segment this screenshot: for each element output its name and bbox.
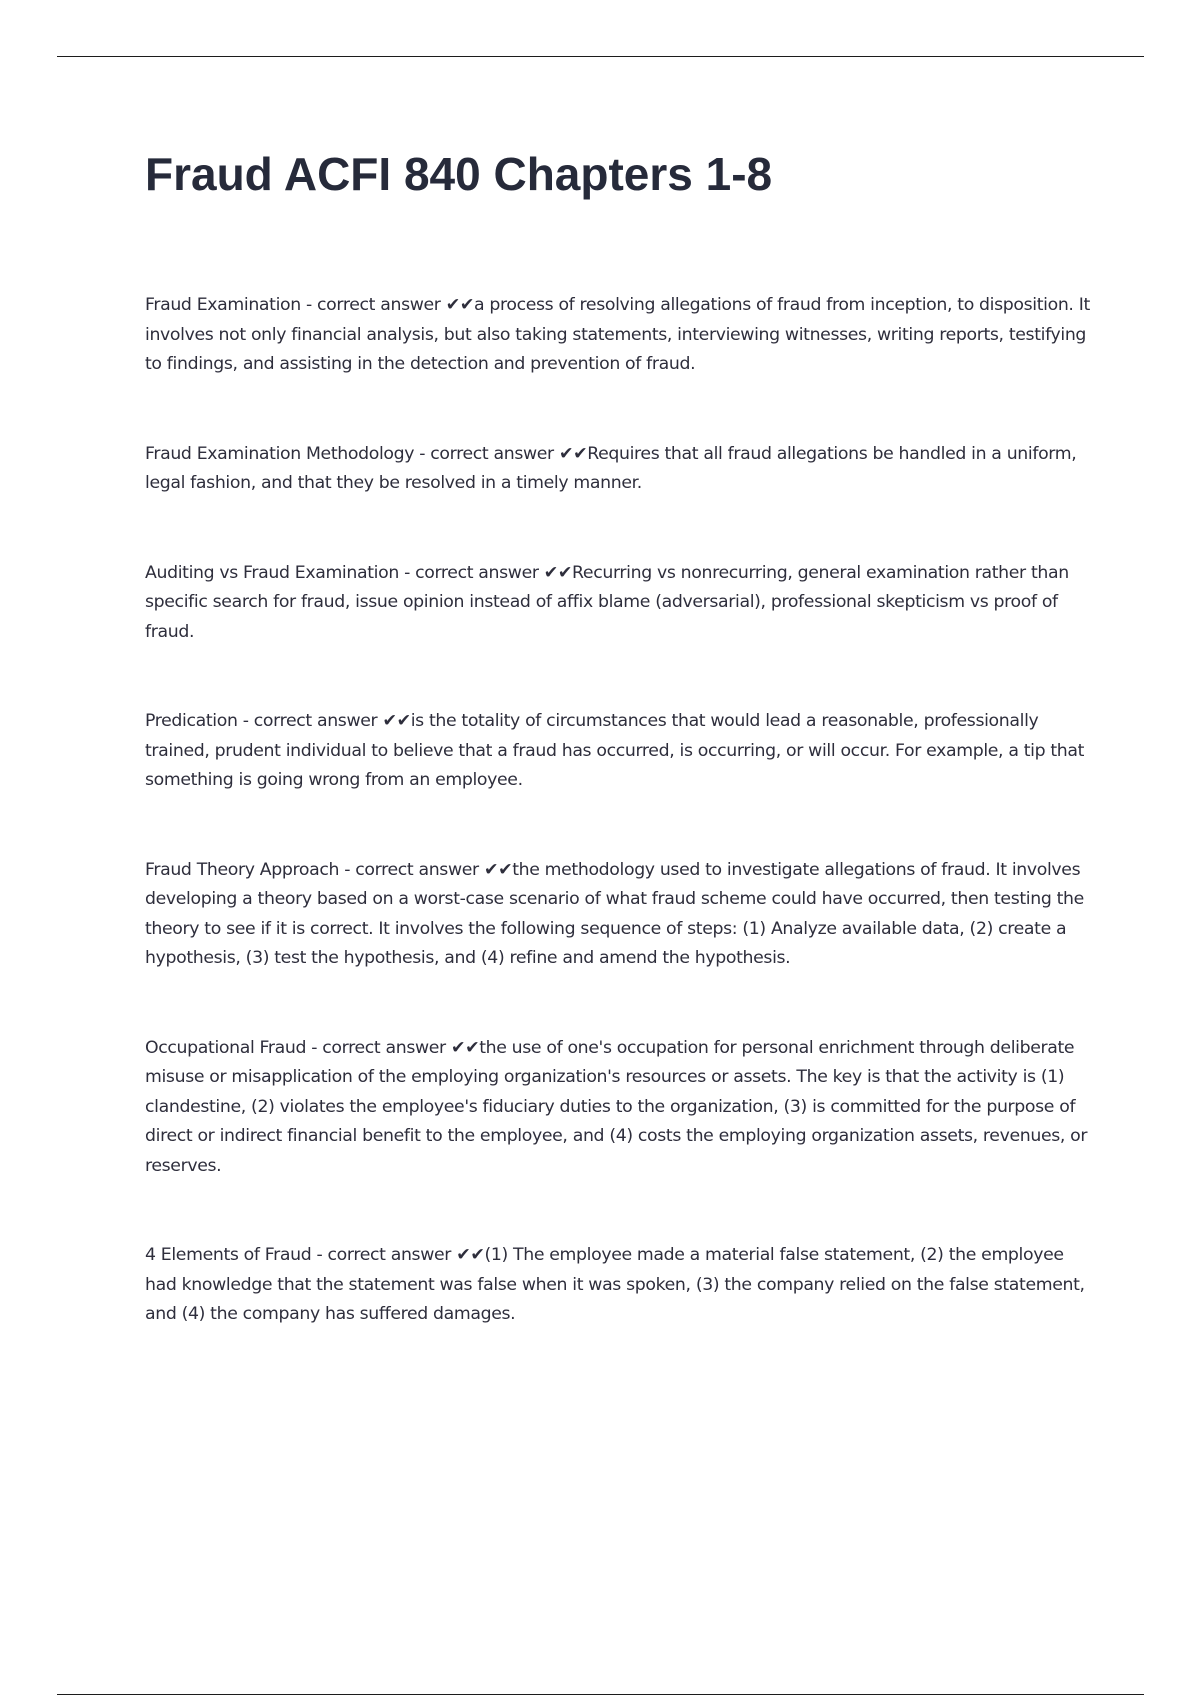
entry-definition: Requires that all fraud allegations be handled in a uniform, legal fashion, and that they be resolved in a timely manner.: [145, 443, 1077, 493]
flashcard-entry: [145, 1034, 1090, 1182]
double-check-icon: ✔✔: [382, 711, 411, 731]
flashcard-entry: [145, 707, 1090, 796]
entry-separator: - correct answer: [300, 295, 446, 315]
double-check-icon: ✔✔: [456, 1245, 485, 1265]
entry-definition: (1) The employee made a material false statement, (2) the employee had knowledge that the statement was false when it was spoken, (3) the company relied on the false statement, and (4) the company has suffered damages.: [145, 1245, 1085, 1324]
entry-term: Fraud Examination: [145, 295, 301, 315]
top-rule: [57, 56, 1144, 57]
entry-definition: is the totality of circumstances that would lead a reasonable, professionally trained, prudent individual to believe that a fraud has occurred, is occurring, or will occur. For example, a tip that something is going wrong from an employee.: [145, 711, 1085, 790]
entry-term: Predication: [145, 711, 238, 731]
entry-definition: the methodology used to investigate allegations of fraud. It involves developing a theory based on a worst-case scenario of what fraud scheme could have occurred, then testing the theory to see if it is correct. It involves the following sequence of steps: (1) Analyze available data, (2) create a hypothesis, (3) test the hypothesis, and (4) refine and amend the hypothesis.: [145, 859, 1084, 968]
double-check-icon: ✔✔: [483, 859, 513, 880]
entry-separator: - correct answer: [414, 443, 559, 464]
entry-definition: a process of resolving allegations of fraud from inception, to disposition. It involves not only financial analysis, but also taking statements, interviewing witnesses, writing reports, testifying to findings, and assisting in the detection and prevention of fraud.: [145, 295, 1090, 374]
entry-definition: Recurring vs nonrecurring, general examination rather than specific search for fraud, issue opinion instead of affix blame (adversarial), professional skepticism vs proof of fraud.: [145, 562, 1069, 642]
entry-term: 4 Elements of Fraud: [145, 1245, 312, 1265]
bottom-rule: [57, 1694, 1144, 1695]
entry-definition: the use of one's occupation for personal enrichment through deliberate misuse or misapplication of the employing organization's resources or assets. The key is that the activity is (1) clandestine, (2) violates the employee's fiduciary duties to the organization, (3) is committed for the purpose of direct or indirect financial benefit to the employee, and (4) costs the employing organization assets, revenues, or reserves.: [145, 1037, 1088, 1176]
entry-separator: - correct answer: [306, 1037, 451, 1058]
entry-term: Fraud Theory Approach: [145, 859, 340, 880]
flashcard-entry: [145, 559, 1090, 648]
entry-separator: - correct answer: [311, 1245, 457, 1265]
flashcard-list: [145, 291, 1090, 1390]
double-check-icon: ✔✔: [543, 562, 573, 583]
double-check-icon: ✔✔: [445, 295, 474, 315]
flashcard-entry: [145, 440, 1090, 499]
flashcard-entry: [145, 291, 1090, 380]
flashcard-entry: [145, 1241, 1090, 1330]
double-check-icon: ✔✔: [450, 1037, 480, 1058]
entry-term: Fraud Examination Methodology: [145, 443, 415, 464]
entry-term: Auditing vs Fraud Examination: [145, 562, 399, 583]
double-check-icon: ✔✔: [558, 443, 588, 464]
entry-separator: - correct answer: [398, 562, 544, 583]
entry-term: Occupational Fraud: [145, 1037, 307, 1058]
flashcard-entry: [145, 856, 1090, 974]
entry-separator: - correct answer: [339, 859, 484, 880]
entry-separator: - correct answer: [237, 711, 383, 731]
document-title: Fraud ACFI 840 Chapters 1-8: [145, 148, 773, 200]
